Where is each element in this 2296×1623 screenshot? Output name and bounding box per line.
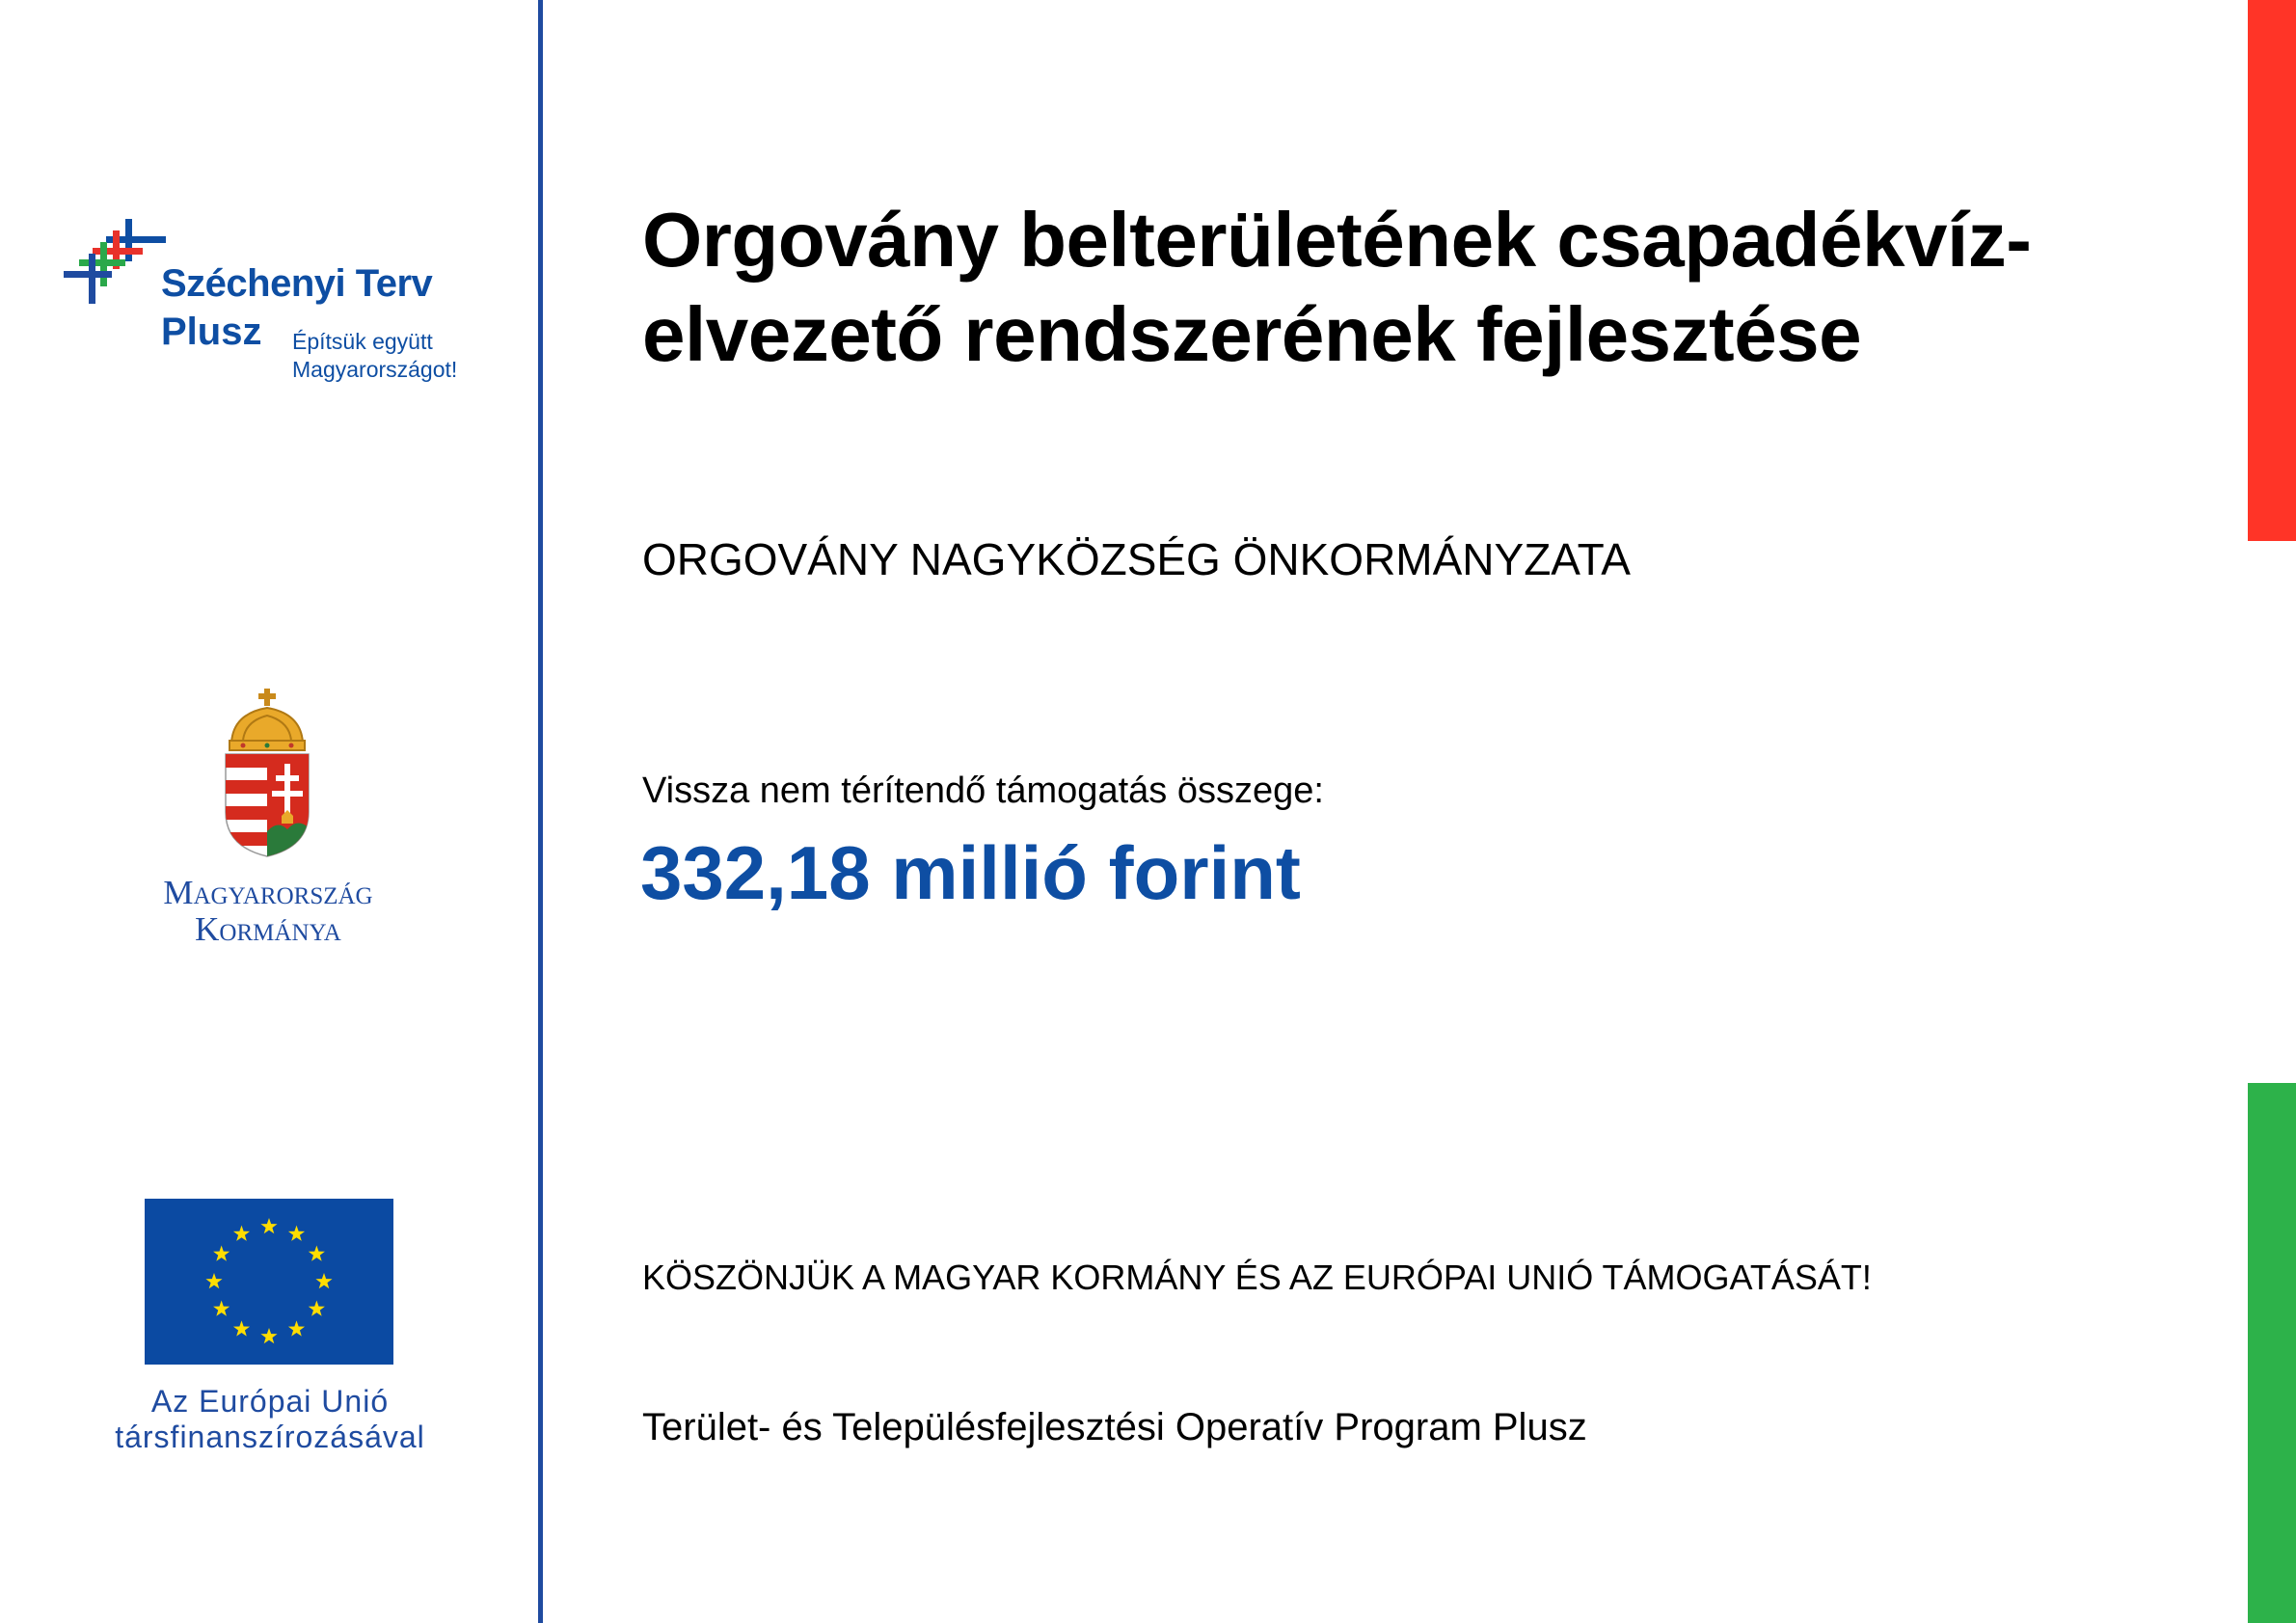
eu-flag-icon <box>145 1199 393 1365</box>
szechenyi-title: Széchenyi Terv <box>161 262 433 305</box>
eu-line-1: Az Európai Unió <box>150 1384 390 1419</box>
vertical-divider <box>538 0 543 1623</box>
beneficiary-name: ORGOVÁNY NAGYKÖZSÉG ÖNKORMÁNYZATA <box>642 534 1631 584</box>
szechenyi-plusz: Plusz <box>161 311 262 353</box>
szechenyi-tagline-2: Magyarországot! <box>292 357 458 382</box>
green-stripe <box>2248 1083 2296 1623</box>
szechenyi-cross-icon <box>60 217 166 323</box>
grant-amount: 332,18 millió forint <box>640 830 1301 915</box>
program-name: Terület- és Településfejlesztési Operatív Program Plusz <box>642 1406 1587 1448</box>
government-line-2: Kormánya <box>195 910 341 948</box>
szechenyi-tagline-1: Építsük együtt <box>292 329 433 354</box>
red-stripe <box>2248 0 2296 541</box>
coat-of-arms-icon <box>224 687 311 858</box>
project-title: Orgovány belterületének csapadékvíz-elvezető rendszerének fejlesztése <box>642 197 2032 377</box>
grant-label: Vissza nem térítendő támogatás összege: <box>642 771 1324 811</box>
thanks-text: KÖSZÖNJÜK A MAGYAR KORMÁNY ÉS AZ EURÓPAI UNIÓ TÁMOGATÁSÁT! <box>642 1258 1872 1297</box>
government-line-1: Magyarország <box>163 874 373 911</box>
eu-line-2: társfinanszírozásával <box>115 1420 425 1454</box>
